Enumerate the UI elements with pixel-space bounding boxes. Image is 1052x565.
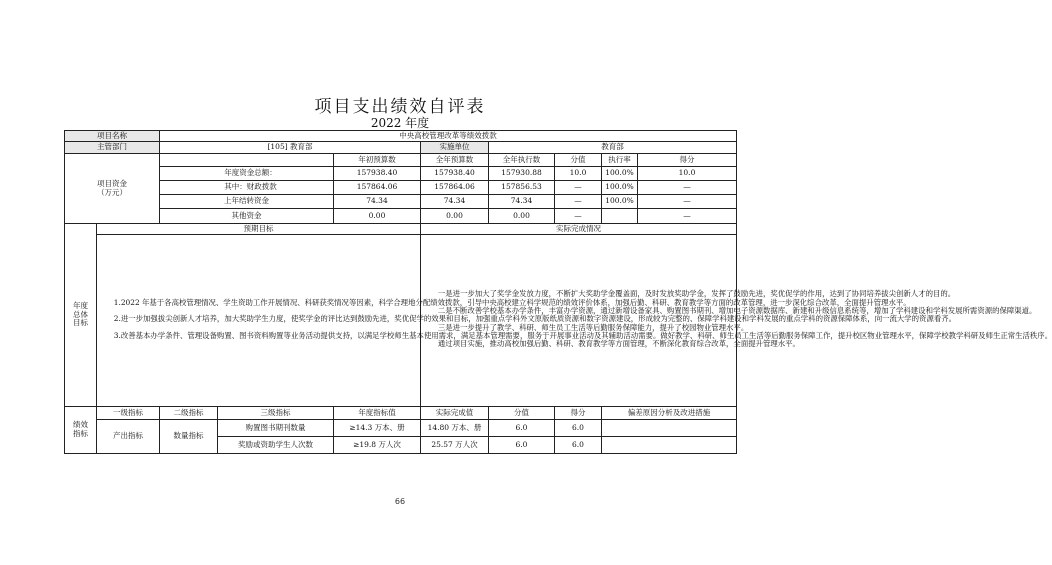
funds-row-rate: 100.0% xyxy=(602,167,638,181)
ind-header-score: 分值 xyxy=(489,407,555,420)
planned-goal-item: 2.进一步加强拔尖创新人才培养，加大奖助学生力度，使奖学金的评比达到鼓励先进，奖优促学的效果和目标，加强重点学科外文原版纸质资源和数字资源建设，形成较为完整的、保障学科建设和学科发展的重点学科的资源保障体系，向一流大学的资源看齐。 xyxy=(113,314,957,324)
funds-header-5: 执行率 xyxy=(602,154,638,167)
funds-row-score: — xyxy=(555,209,602,224)
funds-row-v2: 74.34 xyxy=(421,195,489,209)
ind-actual: 14.80 万本、册 xyxy=(421,420,489,437)
funds-row-name: 其他资金 xyxy=(160,209,334,224)
ind-header-target: 年度指标值 xyxy=(334,407,421,420)
funds-row-v1: 157864.06 xyxy=(334,181,421,195)
ind-got: 6.0 xyxy=(555,420,602,437)
report-year: 2022 年度 xyxy=(370,116,430,130)
funds-row-rate: 100.0% xyxy=(602,181,638,195)
funds-header-2: 全年预算数 xyxy=(421,154,489,167)
funds-row-v2: 157938.40 xyxy=(421,167,489,181)
actual-goal-item: 通过项目实施，推动高校加强后勤、科研、教育教学等方面管理，不断深化教育综合改革，全面提升管理水平。 xyxy=(437,339,800,349)
planned-goals-header: 预期目标 xyxy=(97,224,421,235)
indicators-header-row xyxy=(65,407,737,420)
ind-name: 购置图书期刊数量 xyxy=(218,420,334,437)
funds-label: 项目资金 （万元） xyxy=(65,154,160,224)
self-evaluation-table xyxy=(64,130,1052,454)
impl-value: 教育部 xyxy=(489,142,737,154)
ind-got: 6.0 xyxy=(555,437,602,454)
indicator-row xyxy=(65,420,737,437)
funds-row-v2: 0.00 xyxy=(421,209,489,224)
funds-row-v2: 157864.06 xyxy=(421,181,489,195)
funds-row-got: — xyxy=(638,181,737,195)
funds-row-name: 上年结转资金 xyxy=(160,195,334,209)
ind-level2: 数量指标 xyxy=(160,420,218,454)
funds-header-3: 全年执行数 xyxy=(489,154,555,167)
funds-row-got: 10.0 xyxy=(638,167,737,181)
funds-row-v1: 74.34 xyxy=(334,195,421,209)
funds-header-6: 得分 xyxy=(638,154,737,167)
ind-name: 奖励或资助学生人次数 xyxy=(218,437,334,454)
ind-actual: 25.57 万人次 xyxy=(421,437,489,454)
project-label: 项目名称 xyxy=(65,131,160,142)
goals-label: 年度 总体 目标 xyxy=(65,224,97,407)
funds-row xyxy=(65,167,737,181)
funds-row-v1: 157938.40 xyxy=(334,167,421,181)
page-title: 项目支出绩效自评表 xyxy=(314,97,486,117)
funds-row-score: — xyxy=(555,195,602,209)
actual-goal-item: 三是进一步提升了教学、科研、师生员工生活等后勤服务保障能力，提升了校园物业管理水平。 xyxy=(437,322,749,332)
funds-header-1: 年初预算数 xyxy=(334,154,421,167)
funds-row-v3: 74.34 xyxy=(489,195,555,209)
funds-row-name: 其中：财政拨款 xyxy=(160,181,334,195)
funds-row-score: — xyxy=(555,181,602,195)
funds-row-v1: 0.00 xyxy=(334,209,421,224)
actual-goal-item: 二是不断改善学校基本办学条件，丰富办学资源，通过新增设备家具、购置图书期刊、增加电子资源数据库、新建和升级信息系统等，增加了学科建设和学科发展所需资源的保障渠道。 xyxy=(437,305,1037,315)
actual-goals-header: 实际完成情况 xyxy=(421,224,737,235)
planned-goal-item: 3.改善基本办学条件、管理设备购置、图书资料购置等业务活动提供支持，以满足学校师生基本使用需求，满足基本管理需要，服务于开展事业活动及其辅助活动需要。做好教学、科研、师生员工生活等后勤服务保障工作，提升校区物业管理水平，保障学校教学科研及师生正常生活秩序。 xyxy=(113,330,1052,340)
ind-note xyxy=(602,437,737,454)
impl-label: 实施单位 xyxy=(421,142,489,154)
project-row xyxy=(65,131,737,142)
ind-header-level1: 一级指标 xyxy=(97,407,160,420)
ind-score: 6.0 xyxy=(489,437,555,454)
page-number: 66 xyxy=(394,497,406,506)
funds-header-4: 分值 xyxy=(555,154,602,167)
ind-target: ≥14.3 万本、册 xyxy=(334,420,421,437)
goals-body-row xyxy=(65,235,737,407)
ind-header-actual: 实际完成值 xyxy=(421,407,489,420)
indicators-label: 绩效 指标 xyxy=(65,407,97,454)
funds-header-row xyxy=(65,154,737,167)
funds-row-rate xyxy=(602,209,638,224)
funds-row-name: 年度资金总额： xyxy=(160,167,334,181)
funds-row xyxy=(65,181,737,195)
funds-row xyxy=(65,195,737,209)
funds-row-rate: 100.0% xyxy=(602,195,638,209)
goals-header-row xyxy=(65,224,737,235)
funds-row-score: 10.0 xyxy=(555,167,602,181)
actual-goal-item: 一是进一步加大了奖学金发放力度，不断扩大奖助学金覆盖面，及时发放奖助学金，发挥了鼓励先进，奖优促学的作用，达到了协同培养拔尖创新人才的目的。 xyxy=(437,289,956,299)
dept-row xyxy=(65,142,737,154)
ind-target: ≥19.8 万人次 xyxy=(334,437,421,454)
project-value: 中央高校管理改革等绩效拨款 xyxy=(160,131,737,142)
funds-row-v3: 157856.53 xyxy=(489,181,555,195)
ind-header-level3: 三级指标 xyxy=(218,407,334,420)
funds-row-v3: 0.00 xyxy=(489,209,555,224)
ind-score: 6.0 xyxy=(489,420,555,437)
funds-row-got: — xyxy=(638,209,737,224)
ind-header-level2: 二级指标 xyxy=(160,407,218,420)
funds-row xyxy=(65,209,737,224)
funds-row-got: — xyxy=(638,195,737,209)
dept-value: [105] 教育部 xyxy=(160,142,421,154)
ind-header-got: 得分 xyxy=(555,407,602,420)
funds-row-v3: 157930.88 xyxy=(489,167,555,181)
planned-goal-item: 1.2022 年基于各高校管理情况、学生资助工作开展情况、科研获奖情况等因素，科学合理地分配绩效拨款，引导中央高校建立科学规范的绩效评价体系，加强后勤、科研、教育教学等方面的改革管理，进一步深化综合改革，全面提升管理水平。 xyxy=(113,297,911,307)
dept-label: 主管部门 xyxy=(65,142,160,154)
ind-level1: 产出指标 xyxy=(97,420,160,454)
ind-note xyxy=(602,420,737,437)
ind-header-note: 偏差原因分析及改进措施 xyxy=(602,407,737,420)
funds-header-blank xyxy=(160,154,334,167)
